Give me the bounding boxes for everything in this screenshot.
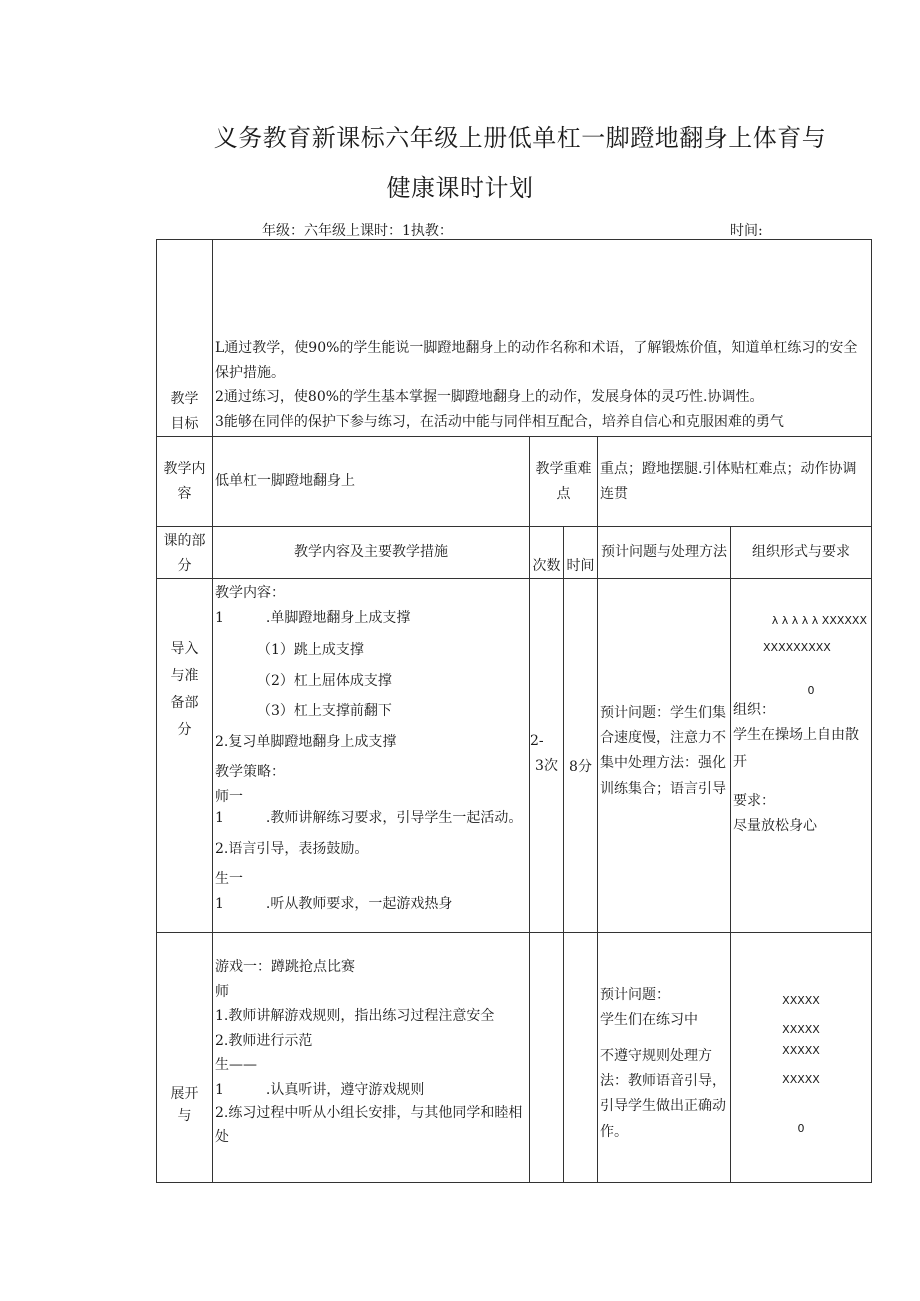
key-points-value: 重点；蹬地摆腿.引体贴杠难点；动作协调连贯	[598, 437, 872, 527]
document-title-line2: 健康课时计划	[386, 174, 534, 202]
col-part-header: 课的部分	[157, 527, 213, 579]
column-header-row	[157, 527, 872, 579]
org-pattern-zero: 0	[807, 683, 815, 697]
intro-problems: 预计问题：学生们集合速度慢，注意力不集中处理方法：强化训练集合；语言引导	[598, 579, 731, 933]
develop-content: 游戏一：蹲跳抢点比赛 师 1.教师讲解游戏规则，指出练习过程注意安全 2.教师进行示范 生—— 1 .认真听讲，遵守游戏规则 2.练习过程中听从小组长安排，与其他同学和睦相处	[213, 933, 530, 1183]
lesson-plan-table	[156, 239, 872, 1183]
intro-row	[157, 579, 872, 933]
intro-part-label: 导入与准备部分	[157, 579, 213, 933]
develop-problems: 预计问题： 学生们在练习中 不遵守规则处理方法：教师语音引导，引导学生做出正确动作。	[598, 933, 731, 1183]
col-content-header: 教学内容及主要教学措施	[213, 527, 530, 579]
org-pattern-row-2: XXXXXXXXX	[763, 640, 831, 654]
goals-label: 教学 目标	[157, 240, 213, 437]
goals-row	[157, 240, 872, 437]
content-row	[157, 437, 872, 527]
intro-content: 教学内容： 1 .单脚蹬地翻身上成支撑 （1）跳上成支撑 （2）杠上屈体成支撑 （3）杠上支撑前翻下 2.复习单脚蹬地翻身上成支撑 教学策略： 师一 1 .教师讲解练习要求，引导学生一起活动。 2.语言引导，表扬鼓励。 生一 1 .听从教师要求，一起游戏热身	[213, 579, 530, 933]
goal-item-1: L通过教学，使90%的学生能说一脚蹬地翻身上的动作名称和术语，了解锻炼价值，知道单杠练习的安全保护措施。	[215, 340, 858, 381]
content-value: 低单杠一脚蹬地翻身上	[213, 437, 530, 527]
org-pattern-row-1: λ λ λ λ λ XXXXXX	[771, 614, 867, 627]
meta-grade-line: 年级：六年级上课时：1执教：	[262, 223, 453, 239]
col-org-header: 组织形式与要求	[731, 527, 872, 579]
intro-duration: 8分	[564, 579, 598, 933]
goal-item-3: 3能够在同伴的保护下参与练习，在活动中能与同伴相互配合，培养自信心和克服困难的勇气	[215, 413, 784, 430]
goal-item-2: 2通过练习，使80%的学生基本掌握一脚蹬地翻身上的动作，发展身体的灵巧性.协调性。	[215, 389, 764, 405]
goals-content	[213, 240, 872, 437]
intro-org: λ λ λ λ λ XXXXXX XXXXXXXXX 0 组织： 学生在操场上自由散开 要求： 尽量放松身心	[731, 579, 872, 933]
org-x-row-1: XXXXX	[782, 994, 820, 1007]
intro-times: 2- 3次	[530, 579, 564, 933]
org-x-row-4: XXXXX	[782, 1072, 820, 1086]
develop-times	[530, 933, 564, 1183]
org-x-row-3: XXXXX	[782, 1043, 820, 1057]
document-title-line1: 义务教育新课标六年级上册低单杠一脚蹬地翻身上体育与	[213, 124, 827, 152]
col-problems-header: 预计问题与处理方法	[598, 527, 731, 579]
content-label: 教学内容	[157, 437, 213, 527]
develop-duration	[564, 933, 598, 1183]
org-x-zero: 0	[797, 1121, 805, 1135]
develop-org	[731, 933, 872, 1183]
develop-row	[157, 933, 872, 1183]
meta-time-line: 时间:	[730, 223, 763, 239]
org-x-row-2: XXXXX	[782, 1022, 820, 1036]
develop-part-label: 展开与	[157, 933, 213, 1183]
key-points-label: 教学重难点	[530, 437, 598, 527]
col-times-header: 次数	[530, 527, 564, 579]
col-duration-header: 时间	[564, 527, 598, 579]
